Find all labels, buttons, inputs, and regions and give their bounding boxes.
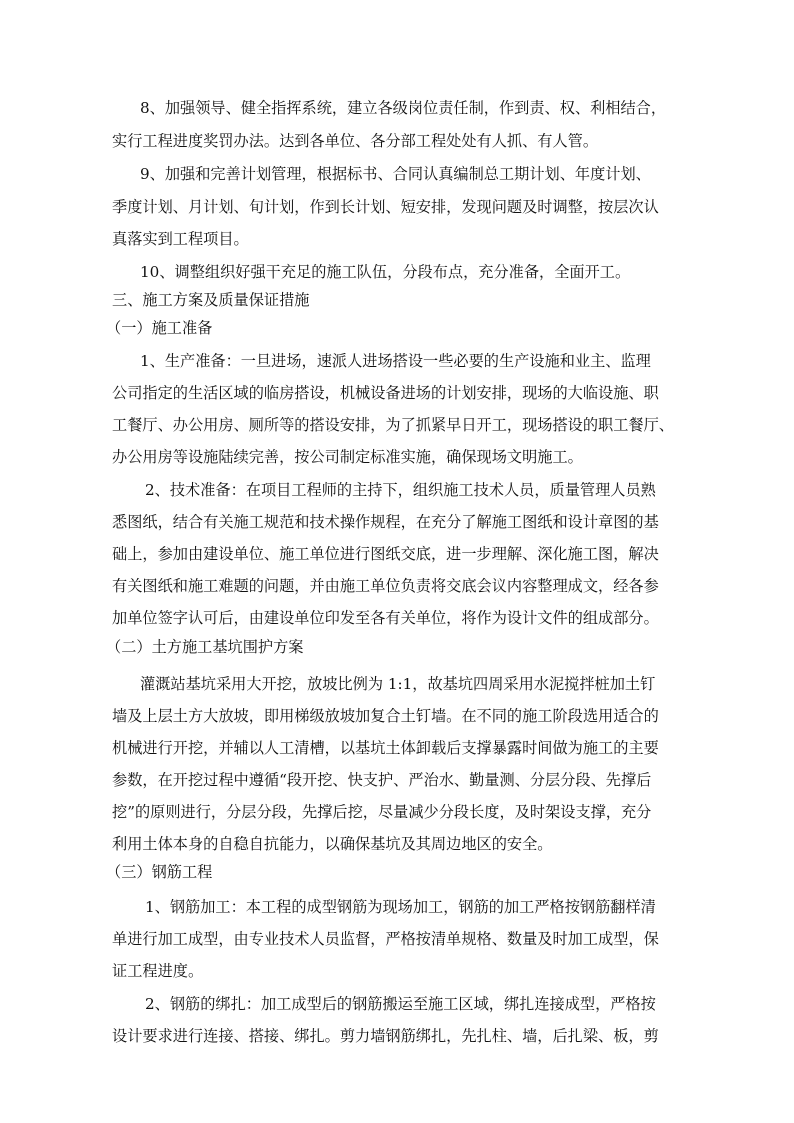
section-heading: 三、施工方案及质量保证措施 <box>112 291 310 309</box>
subsection-heading: （一）施工准备 <box>106 319 213 337</box>
subsection-heading: （三）钢筋工程 <box>106 863 213 881</box>
paragraph-line: 8、加强领导、健全指挥系统，建立各级岗位责任制，作到责、权、利相结合， <box>140 99 667 117</box>
paragraph-line: 真落实到工程项目。 <box>112 230 249 248</box>
paragraph-line: 证工程进度。 <box>112 962 204 980</box>
paragraph-line: 季度计划、月计划、旬计划，作到长计划、短安排，发现问题及时调整，按层次认 <box>112 198 659 216</box>
paragraph-line: 础上，参加由建设单位、施工单位进行图纸交底，进一步理解、深化施工图，解决 <box>112 545 659 563</box>
paragraph-line: 办公用房等设施陆续完善，按公司制定标准实施，确保现场文明施工。 <box>112 448 583 466</box>
paragraph-line: 2、技术准备：在项目工程师的主持下，组织施工技术人员，质量管理人员熟 <box>145 481 656 499</box>
paragraph-line: 墙及上层土方大放坡，即用梯级放坡加复合土钉墙。在不同的施工阶段选用适合的 <box>112 707 659 725</box>
paragraph-line: 参数，在开挖过程中遵循“段开挖、快支护、严治水、勤量测、分层分段、先撑后 <box>112 771 652 789</box>
paragraph-line: 2、钢筋的绑扎：加工成型后的钢筋搬运至施工区域，绑扎连接成型，严格按 <box>145 995 656 1013</box>
paragraph-line: 实行工程进度奖罚办法。达到各单位、各分部工程处处有人抓、有人管。 <box>112 132 598 150</box>
paragraph-line: 加单位签字认可后，由建设单位印发至各有关单位，将作为设计文件的组成部分。 <box>112 609 659 627</box>
paragraph-line: 1、钢筋加工：本工程的成型钢筋为现场加工，钢筋的加工严格按钢筋翻样清 <box>145 898 656 916</box>
paragraph-line: 单进行加工成型，由专业技术人员监督，严格按清单规格、数量及时加工成型，保 <box>112 930 659 948</box>
subsection-heading: （二）土方施工基坑围护方案 <box>106 638 304 656</box>
paragraph-line: 挖”的原则进行，分层分段，先撑后挖，尽量减少分段长度，及时架设支撑，充分 <box>112 803 652 821</box>
paragraph-line: 悉图纸，结合有关施工规范和技术操作规程，在充分了解施工图纸和设计章图的基 <box>112 513 659 531</box>
paragraph-line: 公司指定的生活区域的临房搭设，机械设备进场的计划安排，现场的大临设施、职 <box>112 384 659 402</box>
paragraph-line: 设计要求进行连接、搭接、绑扎。剪力墙钢筋绑扎，先扎柱、墙，后扎梁、板，剪 <box>112 1027 659 1045</box>
paragraph-line: 机械进行开挖，并辅以人工清槽，以基坑土体卸载后支撑暴露时间做为施工的主要 <box>112 739 659 757</box>
paragraph-line: 工餐厅、办公用房、厕所等的搭设安排，为了抓紧早日开工，现场搭设的职工餐厅、 <box>112 416 674 434</box>
paragraph-line: 1、生产准备：一旦进场，速派人进场搭设一些必要的生产设施和业主、监理 <box>140 352 651 370</box>
paragraph-line: 10、调整组织好强干充足的施工队伍，分段布点，充分准备，全面开工。 <box>140 263 631 281</box>
paragraph-line: 灌溉站基坑采用大开挖，放坡比例为 1:1，故基坑四周采用水泥搅拌桩加土钉 <box>140 675 656 693</box>
paragraph-line: 利用土体本身的自稳自抗能力，以确保基坑及其周边地区的安全。 <box>112 835 553 853</box>
paragraph-line: 9、加强和完善计划管理，根据标书、合同认真编制总工期计划、年度计划、 <box>140 165 651 183</box>
paragraph-line: 有关图纸和施工难题的问题，并由施工单位负责将交底会议内容整理成文，经各参 <box>112 577 659 595</box>
